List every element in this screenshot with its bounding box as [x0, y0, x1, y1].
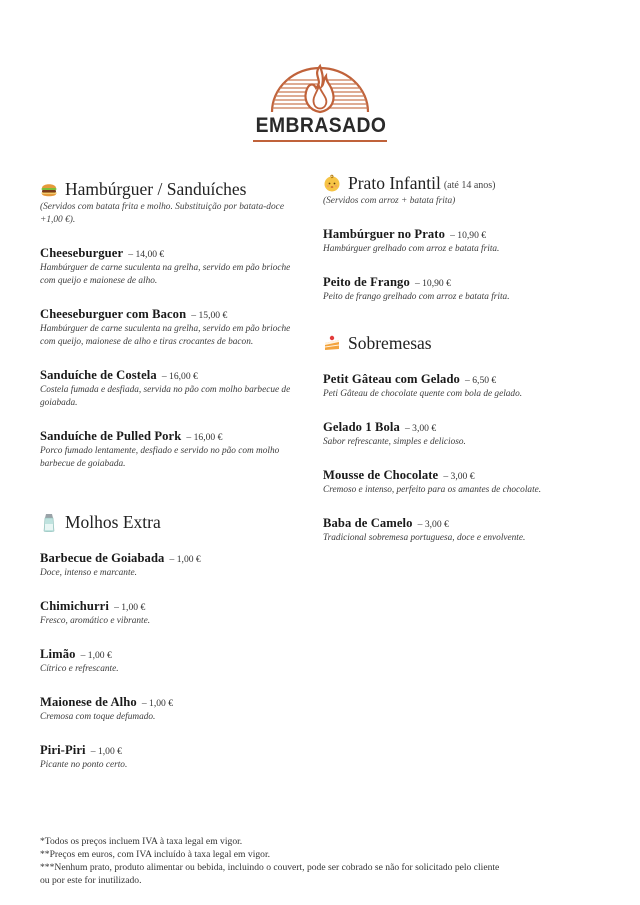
item-price: – 1,00 € [169, 554, 201, 565]
section-desserts [323, 332, 583, 545]
item-name: Mousse de Chocolate [323, 468, 439, 482]
item-name: Sanduíche de Costela [40, 368, 157, 382]
section-kids [323, 172, 583, 304]
item-name: Sanduíche de Pulled Pork [40, 429, 182, 443]
menu-item [40, 547, 305, 580]
item-description: Cremosa com toque defumado. [40, 712, 156, 722]
item-name: Maionese de Alho [40, 695, 137, 709]
menu-item [40, 595, 305, 628]
section-note: (Servidos com batata frita e molho. Substituição por batata-doce +1,00 €). [40, 202, 284, 225]
flame-arch-icon [250, 62, 390, 116]
item-description: Sabor refrescante, simples e delicioso. [323, 437, 466, 447]
item-price: – 1,00 € [80, 650, 112, 661]
item-name: Peito de Frango [323, 275, 410, 289]
menu-item [323, 223, 583, 256]
item-description: Cremoso e intenso, perfeito para os amantes de chocolate. [323, 485, 542, 495]
menu-item [40, 425, 305, 471]
section-title: Prato Infantil [348, 172, 441, 193]
footer-notes [40, 835, 500, 887]
item-name: Piri-Piri [40, 743, 86, 757]
item-price: – 1,00 € [141, 698, 174, 709]
item-price: – 10,90 € [450, 230, 487, 241]
item-name: Gelado 1 Bola [323, 420, 400, 434]
cake-slice-icon [323, 334, 341, 352]
item-price: – 3,00 € [417, 519, 449, 530]
item-price: – 6,50 € [465, 375, 497, 386]
item-price: – 3,00 € [443, 471, 475, 482]
left-column [40, 178, 305, 772]
menu-item [40, 242, 305, 288]
menu-item [40, 691, 305, 724]
item-description: Hambúrguer de carne suculenta na grelha, servido em pão brioche com queijo e maionese de alho. [40, 263, 291, 286]
item-description: Peito de frango grelhado com arroz e batata frita. [323, 292, 510, 302]
item-name: Petit Gâteau com Gelado [323, 372, 460, 386]
salt-shaker-icon [40, 513, 58, 531]
menu-item [323, 416, 583, 449]
item-price: – 14,00 € [128, 249, 165, 260]
section-title: Hambúrguer / Sanduíches [65, 178, 247, 199]
item-price: – 3,00 € [404, 423, 437, 434]
hamburger-icon [40, 180, 58, 198]
menu-item [40, 303, 305, 349]
item-description: Hambúrguer de carne suculenta na grelha, servido em pão brioche com queijo, maionese de alho e tiras crocantes de bacon. [40, 324, 291, 347]
section-burgers [40, 178, 305, 471]
item-description: Fresco, aromático e vibrante. [40, 616, 151, 626]
item-description: Doce, intenso e marcante. [40, 568, 137, 578]
logo-underline [253, 140, 387, 142]
item-description: Porco fumado lentamente, desfiado e servido no pão com molho barbecue de goiabada. [40, 446, 280, 469]
item-name: Hambúrguer no Prato [323, 227, 446, 241]
section-title: Sobremesas [348, 332, 432, 353]
item-price: – 16,00 € [161, 371, 198, 382]
item-price: – 16,00 € [186, 432, 223, 443]
item-price: – 15,00 € [191, 310, 228, 321]
menu-item [323, 271, 583, 304]
footer-note: **Preços em euros, com IVA incluído à taxa legal em vigor. [40, 849, 271, 860]
menu-item [40, 643, 305, 676]
item-description: Tradicional sobremesa portuguesa, doce e envolvente. [323, 533, 526, 543]
item-price: – 10,90 € [414, 278, 451, 289]
restaurant-logo [250, 62, 390, 146]
item-price: – 1,00 € [114, 602, 146, 613]
footer-note: ***Nenhum prato, produto alimentar ou bebida, incluindo o couvert, pode ser cobrado se não for solicitado pelo cliente ou por este for inutilizado. [40, 862, 500, 886]
item-name: Cheeseburguer [40, 246, 124, 260]
menu-item [323, 512, 583, 545]
item-name: Baba de Camelo [323, 516, 413, 530]
item-description: Picante no ponto certo. [40, 760, 128, 770]
menu-item [40, 739, 305, 772]
item-name: Cheeseburguer com Bacon [40, 307, 187, 321]
footer-note: *Todos os preços incluem IVA à taxa legal em vigor. [40, 836, 243, 847]
item-description: Hambúrguer grelhado com arroz e batata frita. [323, 244, 500, 254]
right-column [323, 172, 583, 545]
menu-item [323, 368, 583, 401]
baby-icon [323, 174, 341, 192]
item-name: Chimichurri [40, 599, 109, 613]
item-description: Cítrico e refrescante. [40, 664, 119, 674]
item-name: Limão [40, 647, 76, 661]
logo-wordmark: EMBRASADO [255, 114, 387, 137]
section-subtitle: (até 14 anos) [443, 179, 496, 191]
item-description: Costela fumada e desfiada, servida no pão com molho barbecue de goiabada. [40, 385, 291, 408]
item-price: – 1,00 € [90, 746, 122, 757]
item-name: Barbecue de Goiabada [40, 551, 165, 565]
menu-item [40, 364, 305, 410]
section-note: (Servidos com arroz + batata frita) [323, 196, 456, 206]
section-sauces [40, 511, 305, 772]
item-description: Peti Gâteau de chocolate quente com bola de gelado. [323, 389, 523, 399]
menu-item [323, 464, 583, 497]
section-title: Molhos Extra [65, 511, 161, 532]
